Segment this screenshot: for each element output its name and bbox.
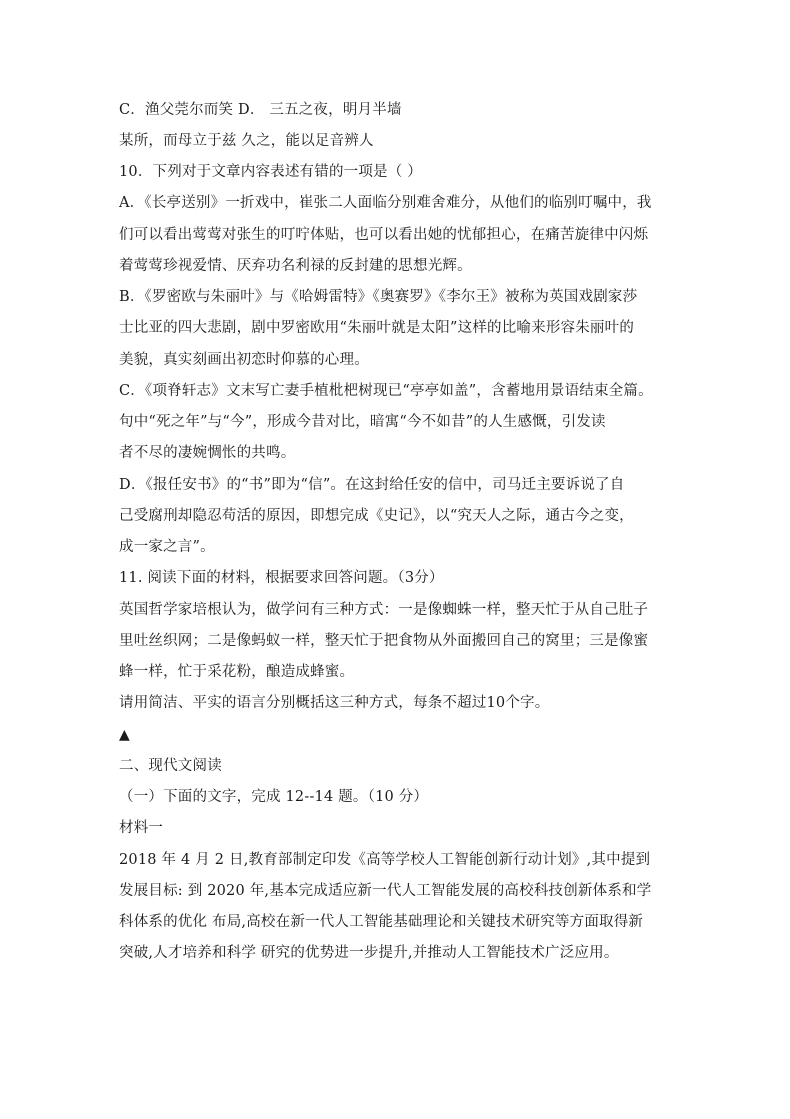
subsection-heading: （一）下面的文字，完成 12--14 题。（10 分） xyxy=(119,789,429,805)
material-one-line-3: 科体系的优化 布局,高校在新一代人工智能基础理论和关键技术研究等方面取得新 xyxy=(119,914,644,930)
material-one-line-4: 突破,人才培养和科学 研究的优势进一步提升,并推动人工智能技术广泛应用。 xyxy=(119,945,619,961)
answer-placeholder-triangle: ▲ xyxy=(119,727,130,743)
section-heading-modern-reading: 二、现代文阅读 xyxy=(119,758,222,774)
q10-option-b-line-3: 美貌，真实刻画出初恋时仰慕的心理。 xyxy=(119,352,369,368)
option-c-d-line: C．渔父莞尔而笑 D． 三五之夜，明月半墙 xyxy=(119,102,402,118)
q10-option-b-line-2: 士比亚的四大悲剧，剧中罗密欧用“朱丽叶就是太阳”这样的比喻来形容朱丽叶的 xyxy=(119,320,635,336)
option-continuation-line: 某所，而母立于兹 久之，能以足音辨人 xyxy=(119,133,374,149)
q10-option-a-line-3: 着莺莺珍视爱情、厌弃功名利禄的反封建的思想光辉。 xyxy=(119,258,472,274)
q11-instruction: 请用简洁、平实的语言分别概括这三种方式，每条不超过10个字。 xyxy=(119,695,550,711)
q10-option-d-line-2: 己受腐刑却隐忍苟活的原因，即想完成《史记》，以“究天人之际，通古今之变， xyxy=(119,508,634,524)
q10-option-d-line-3: 成一家之言”。 xyxy=(119,539,215,555)
q10-option-b-line-1: B．《罗密欧与朱丽叶》与《哈姆雷特》《奥赛罗》《李尔王》被称为英国戏剧家莎 xyxy=(119,289,638,305)
q10-option-c-line-1: C．《项脊轩志》文末写亡妻手植枇杷树现已“亭亭如盖”，含蓄地用景语结束全篇。 xyxy=(119,383,653,399)
question-10-stem: 10．下列对于文章内容表述有错的一项是（ ） xyxy=(119,164,422,180)
q10-option-d-line-1: D．《报任安书》的“书”即为“信”。在这封给任安的信中，司马迁主要诉说了自 xyxy=(119,477,625,493)
question-11-stem: 11. 阅读下面的材料，根据要求回答问题。（3分） xyxy=(119,570,444,586)
q10-option-c-line-3: 者不尽的凄婉惆怅的共鸣。 xyxy=(119,445,296,461)
material-one-line-1: 2018 年 4 月 2 日,教育部制定印发《高等学校人工智能创新行动计划》,其中提到 xyxy=(119,852,651,868)
q11-material-line-1: 英国哲学家培根认为，做学问有三种方式：一是像蜘蛛一样，整天忙于从自己肚子 xyxy=(119,602,649,618)
material-one-line-2: 发展目标: 到 2020 年,基本完成适应新一代人工智能发展的高校科技创新体系和学 xyxy=(119,883,652,899)
q10-option-a-line-2: 们可以看出莺莺对张生的叮咛体贴，也可以看出她的忧郁担心，在痛苦旋律中闪烁 xyxy=(119,227,649,243)
q11-material-line-2: 里吐丝织网；二是像蚂蚁一样，整天忙于把食物从外面搬回自己的窝里；三是像蜜 xyxy=(119,633,649,649)
q10-option-c-line-2: 句中“死之年”与“今”，形成今昔对比，暗寓“今不如昔”的人生感慨，引发读 xyxy=(119,414,606,430)
q11-material-line-3: 蜂一样，忙于采花粉，酿造成蜂蜜。 xyxy=(119,664,355,680)
material-one-title: 材料一 xyxy=(119,820,164,836)
q10-option-a-line-1: A．《长亭送别》一折戏中，崔张二人面临分别难舍难分，从他们的临别叮嘱中，我 xyxy=(119,195,652,211)
